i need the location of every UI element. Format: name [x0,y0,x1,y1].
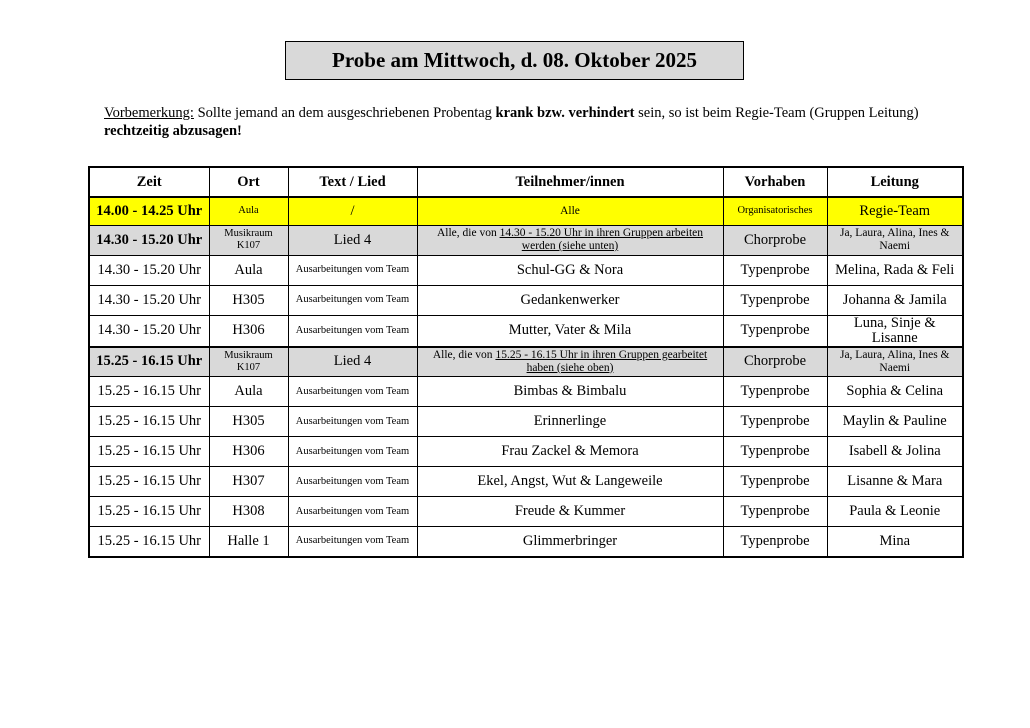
cell-text: Lied 4 [288,347,417,377]
note-text-1: Sollte jemand an dem ausgeschriebenen Probentag [193,105,496,121]
cell-text: Ausarbeitungen vom Team [288,255,417,285]
note-bold-1: krank bzw. verhindert [495,105,635,121]
cell-vorhaben: Typenprobe [723,315,827,347]
teilnehmer-prefix: Alle, die von [436,227,500,239]
cell-teilnehmer: Schul-GG & Nora [417,255,723,285]
cell-ort: H306 [209,315,288,347]
cell-leitung: Luna, Sinje & Lisanne [827,315,963,347]
cell-ort: Halle 1 [209,527,288,557]
cell-leitung: Ja, Laura, Alina, Ines & Naemi [827,347,963,377]
cell-vorhaben: Typenprobe [723,377,827,407]
table-row [89,315,963,347]
cell-leitung: Melina, Rada & Feli [827,255,963,285]
table-row [89,225,963,255]
cell-ort: Aula [209,197,288,225]
note-label: Vorbemerkung: [104,105,194,121]
table-row [89,347,963,377]
cell-vorhaben: Typenprobe [723,437,827,467]
cell-zeit: 15.25 - 16.15 Uhr [89,437,209,467]
cell-zeit: 14.30 - 15.20 Uhr [89,285,209,315]
cell-leitung: Mina [827,527,963,557]
cell-zeit: 15.25 - 16.15 Uhr [89,377,209,407]
table-row [89,197,963,225]
cell-leitung: Ja, Laura, Alina, Ines & Naemi [827,225,963,255]
header-zeit: Zeit [89,167,209,197]
cell-teilnehmer: Glimmerbringer [417,527,723,557]
cell-zeit: 14.30 - 15.20 Uhr [89,315,209,347]
cell-leitung: Lisanne & Mara [827,467,963,497]
table-row [89,497,963,527]
cell-teilnehmer: Mutter, Vater & Mila [417,315,723,347]
cell-ort: H305 [209,285,288,315]
teilnehmer-underlined: 15.25 - 16.15 Uhr in ihren Gruppen gearbeitet haben (siehe oben) [495,348,708,374]
cell-vorhaben: Organisatorisches [723,197,827,225]
cell-leitung: Isabell & Jolina [827,437,963,467]
header-ort: Ort [209,167,288,197]
cell-text: Ausarbeitungen vom Team [288,407,417,437]
header-leitung: Leitung [827,167,963,197]
cell-vorhaben: Typenprobe [723,497,827,527]
cell-text: Ausarbeitungen vom Team [288,285,417,315]
cell-leitung: Sophia & Celina [827,377,963,407]
cell-zeit: 14.30 - 15.20 Uhr [89,255,209,285]
table-row [89,285,963,315]
cell-teilnehmer: Alle [417,197,723,225]
cell-vorhaben: Typenprobe [723,255,827,285]
note-bold-2: rechtzeitig abzusagen! [104,123,242,139]
cell-teilnehmer: Frau Zackel & Memora [417,437,723,467]
note-text-2: sein, so ist beim Regie-Team (Gruppen Leitung) [634,105,919,121]
cell-ort: Aula [209,255,288,285]
cell-text: Ausarbeitungen vom Team [288,467,417,497]
cell-vorhaben: Typenprobe [723,467,827,497]
table-row [89,527,963,557]
cell-text: Ausarbeitungen vom Team [288,315,417,347]
header-text-lied: Text / Lied [288,167,417,197]
table-row [89,437,963,467]
cell-leitung: Johanna & Jamila [827,285,963,315]
cell-zeit: 14.00 - 14.25 Uhr [89,197,209,225]
cell-text: / [288,197,417,225]
cell-vorhaben: Chorprobe [723,347,827,377]
cell-ort: H308 [209,497,288,527]
cell-zeit: 15.25 - 16.15 Uhr [89,467,209,497]
cell-leitung: Regie-Team [827,197,963,225]
cell-teilnehmer: Freude & Kummer [417,497,723,527]
cell-text: Ausarbeitungen vom Team [288,377,417,407]
cell-text: Ausarbeitungen vom Team [288,437,417,467]
table-row [89,255,963,285]
cell-ort: Musikraum K107 [209,225,288,255]
cell-text: Ausarbeitungen vom Team [288,497,417,527]
cell-vorhaben: Typenprobe [723,285,827,315]
cell-teilnehmer [417,225,723,255]
cell-teilnehmer: Erinnerlinge [417,407,723,437]
cell-vorhaben: Typenprobe [723,407,827,437]
cell-zeit: 15.25 - 16.15 Uhr [89,527,209,557]
page-title: Probe am Mittwoch, d. 08. Oktober 2025 [285,41,744,80]
cell-vorhaben: Chorprobe [723,225,827,255]
cell-vorhaben: Typenprobe [723,527,827,557]
cell-teilnehmer: Gedankenwerker [417,285,723,315]
schedule-table [88,166,964,558]
cell-ort: Aula [209,377,288,407]
cell-teilnehmer [417,347,723,377]
table-header-row [89,167,963,197]
cell-zeit: 14.30 - 15.20 Uhr [89,225,209,255]
cell-leitung: Maylin & Pauline [827,407,963,437]
cell-zeit: 15.25 - 16.15 Uhr [89,407,209,437]
table-row [89,467,963,497]
table-row [89,407,963,437]
header-vorhaben: Vorhaben [723,167,827,197]
cell-text: Ausarbeitungen vom Team [288,527,417,557]
teilnehmer-prefix: Alle, die von [432,348,496,361]
cell-ort: H306 [209,437,288,467]
cell-zeit: 15.25 - 16.15 Uhr [89,497,209,527]
header-teilnehmer: Teilnehmer/innen [417,167,723,197]
cell-ort: Musikraum K107 [209,347,288,377]
cell-teilnehmer: Bimbas & Bimbalu [417,377,723,407]
teilnehmer-underlined: 14.30 - 15.20 Uhr in ihren Gruppen arbeiten werden (siehe unten) [499,227,704,252]
cell-ort: H305 [209,407,288,437]
cell-text: Lied 4 [288,225,417,255]
cell-zeit: 15.25 - 16.15 Uhr [89,347,209,377]
preliminary-note [104,104,944,140]
cell-leitung: Paula & Leonie [827,497,963,527]
table-row [89,377,963,407]
cell-ort: H307 [209,467,288,497]
cell-teilnehmer: Ekel, Angst, Wut & Langeweile [417,467,723,497]
